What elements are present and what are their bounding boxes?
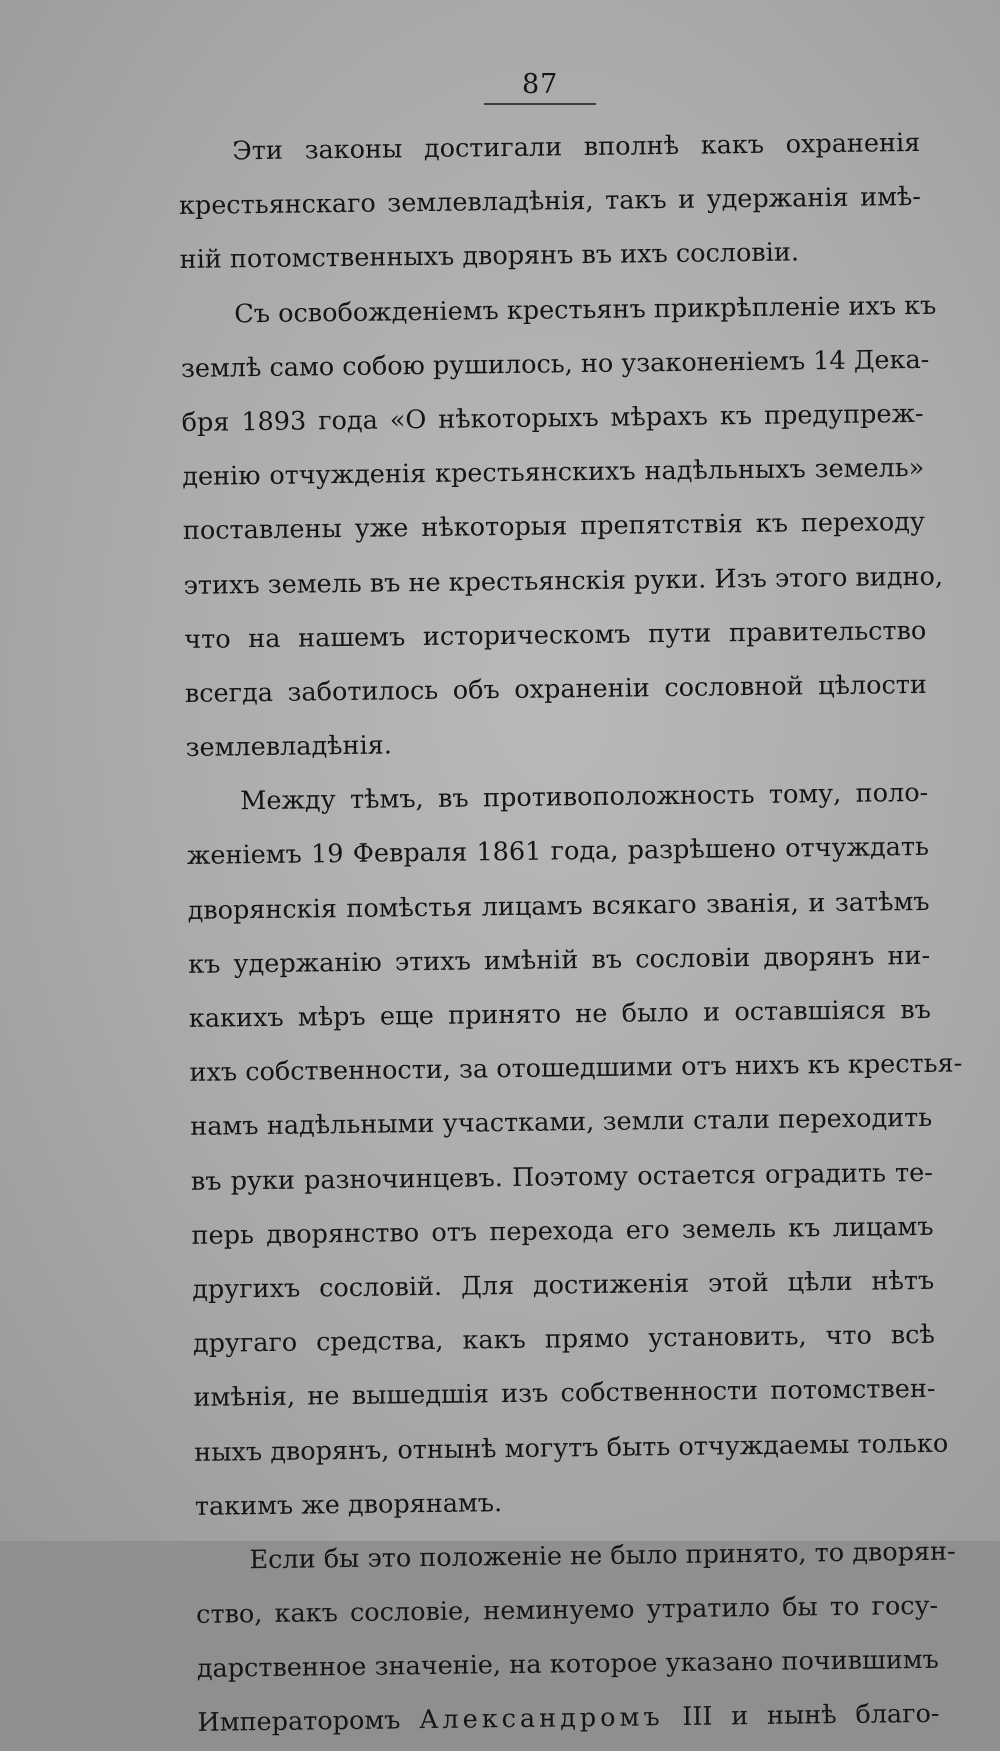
text-line: въ руки разночинцевъ. Поэтому остается оградить те- bbox=[190, 1157, 934, 1197]
emperor-title: Императоромъ bbox=[197, 1705, 401, 1739]
text-line: денію отчужденія крестьянскихъ надѣльныхъ земель» bbox=[182, 453, 925, 493]
text-line: какихъ мѣръ еще принято не было и оставшіяся въ bbox=[188, 994, 932, 1034]
text-line: поставлены уже нѣкоторыя препятствія къ переходу bbox=[182, 507, 926, 547]
text-line: землѣ само собою рушилось, но узаконеніемъ 14 Дека- bbox=[180, 344, 930, 384]
paragraph-1 bbox=[178, 116, 922, 288]
text-line: ихъ собственности, за отошедшими отъ нихъ къ крестья- bbox=[189, 1048, 963, 1089]
text-line: Съ освобожденіемъ крестьянъ прикрѣпленіе ихъ къ bbox=[234, 290, 937, 329]
page-number: 87 bbox=[522, 69, 559, 100]
text-line: этихъ земель въ не крестьянскія руки. Изъ этого видно, bbox=[183, 561, 944, 601]
text-line: Если бы это положеніе не было принято, то дворян- bbox=[249, 1536, 956, 1576]
text-line: другихъ сословій. Для достиженія этой цѣли нѣтъ bbox=[192, 1265, 935, 1305]
text-line: къ удержанію этихъ имѣній въ сословіи дворянъ ни- bbox=[188, 940, 931, 980]
text-line: намъ надѣльными участками, земли стали переходить bbox=[190, 1103, 933, 1143]
text-line: дарственное значеніе, на которое указано почившимъ bbox=[196, 1645, 939, 1685]
text-line: всегда заботилось объ охраненіи сословной цѣлости bbox=[184, 669, 928, 709]
text-line: ство, какъ сословіе, неминуемо утратило бы то госу- bbox=[196, 1590, 939, 1630]
text-line: бря 1893 года «О нѣкоторыхъ мѣрахъ къ предупреж- bbox=[181, 398, 924, 438]
line-ending: III и нынѣ благо- bbox=[682, 1699, 940, 1733]
text-line: Между тѣмъ, въ противоположность тому, поло- bbox=[240, 778, 929, 817]
text-line: Эти законы достигали вполнѣ какъ охраненія bbox=[232, 127, 921, 167]
text-line: землевладѣнія. bbox=[185, 730, 393, 764]
text-line-final bbox=[197, 1687, 940, 1750]
text-line: крестьянскаго землевладѣнія, такъ и удержанія имѣ- bbox=[178, 182, 922, 222]
text-line: дворянскія помѣстья лицамъ всякаго званія, и затѣмъ bbox=[187, 886, 930, 926]
text-line: такимъ же дворянамъ. bbox=[194, 1487, 503, 1522]
text-line: ныхъ дворянъ, отнынѣ могутъ быть отчуждаемы только bbox=[194, 1428, 949, 1468]
text-line: женіемъ 19 Февраля 1861 года, разрѣшено отчуждать bbox=[186, 832, 930, 872]
page-body-text bbox=[178, 116, 963, 1751]
text-line: что на нашемъ историческомъ пути правительство bbox=[184, 615, 927, 655]
text-line: другаго средства, какъ прямо установить, что всѣ bbox=[192, 1319, 936, 1360]
paragraph-3 bbox=[186, 766, 963, 1534]
paragraph-2 bbox=[180, 278, 944, 775]
text-line: имѣнія, не вышедшія изъ собственности потомствен- bbox=[193, 1374, 936, 1414]
paragraph-4 bbox=[195, 1525, 956, 1751]
header-rule bbox=[484, 103, 596, 105]
emperor-name: Александромъ bbox=[418, 1702, 664, 1736]
text-line: ній потомственныхъ дворянъ въ ихъ сословіи. bbox=[179, 237, 800, 276]
text-line: перь дворянство отъ перехода его земель къ лицамъ bbox=[191, 1211, 934, 1251]
